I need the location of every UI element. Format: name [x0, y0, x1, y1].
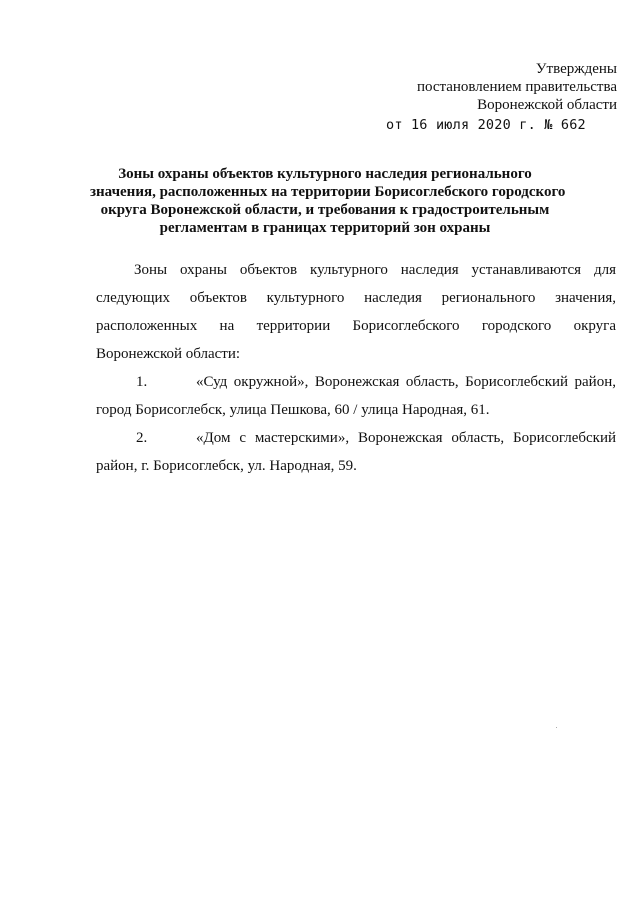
list-item [96, 368, 616, 424]
approval-line-1: Утверждены [535, 61, 617, 77]
intro-paragraph [96, 256, 616, 368]
document-body [96, 256, 616, 480]
title-line-4: регламентам в границах территорий зон охраны [159, 220, 491, 236]
intro-line-1: Зоны охраны объектов культурного наследия устанавливаются для [134, 262, 616, 278]
list-item-line-1 [96, 424, 616, 452]
title-line-1: Зоны охраны объектов культурного наследия регионального [118, 166, 532, 182]
title-line-3: округа Воронежской области, и требования к градостроительным [100, 202, 550, 218]
list-item-line-2: город Борисоглебск, улица Пешкова, 60 / улица Народная, 61. [96, 402, 490, 418]
intro-line-4: Воронежской области: [96, 346, 241, 362]
list-item-number: 2. [136, 430, 148, 446]
intro-line-2: следующих объектов культурного наследия регионального значения, [96, 290, 616, 306]
intro-line-3: расположенных на территории Борисоглебского городского округа [96, 318, 616, 334]
scan-speck [556, 727, 557, 728]
decree-date-number: от 16 июля 2020 г. № 662 [386, 117, 586, 133]
list-item-line-2: район, г. Борисоглебск, ул. Народная, 59. [96, 458, 357, 474]
list-item-text-1: «Суд окружной», Воронежская область, Борисоглебский район, [196, 374, 616, 390]
list-item-text-1: «Дом с мастерскими», Воронежская область, Борисоглебский [196, 430, 616, 446]
title-line-2: значения, расположенных на территории Борисоглебского городского [90, 184, 566, 200]
document-title [90, 165, 566, 237]
list-item-line-1 [96, 368, 616, 396]
list-item [96, 424, 616, 480]
approval-line-2: постановлением правительства [416, 79, 617, 95]
list-item-number: 1. [136, 374, 148, 390]
approval-line-3: Воронежской области [477, 97, 617, 113]
approval-block [417, 60, 617, 114]
